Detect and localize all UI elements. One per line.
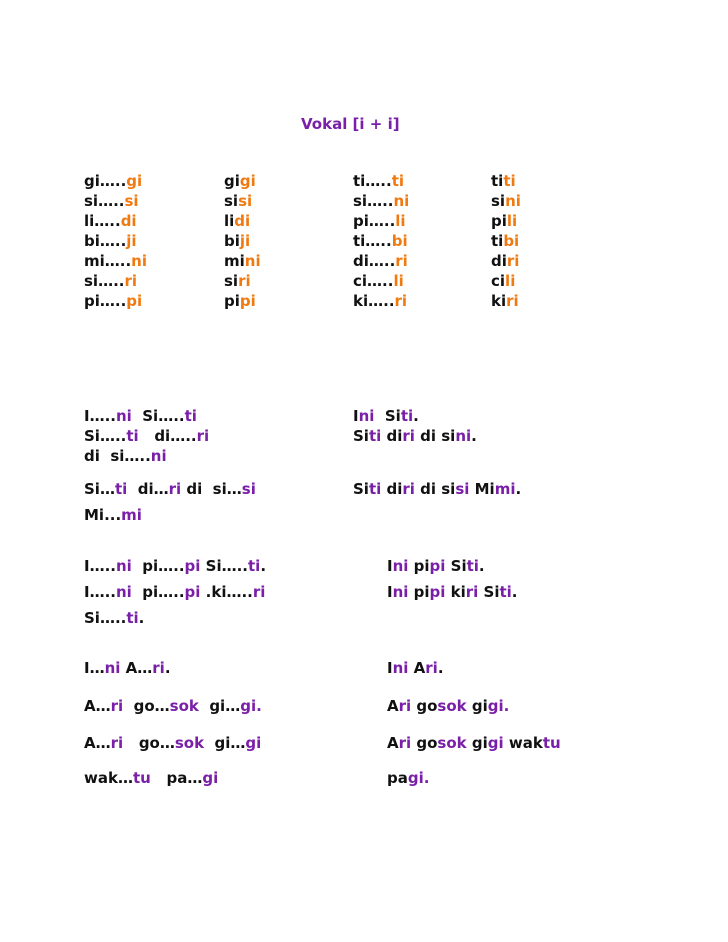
segment: si [224,272,239,290]
segment: ri [238,272,251,290]
segment: pi [184,557,201,575]
line-j1 [387,658,444,678]
segment: mi….. [84,252,132,270]
segment: ni [358,407,375,425]
segment: gi. [240,697,262,715]
line-e3 [84,446,167,466]
segment: si [241,480,256,498]
line-d2 [491,191,521,211]
line-a6 [84,271,137,291]
line-c6 [353,271,404,291]
line-e4 [84,479,256,499]
line-j4 [387,768,429,788]
segment: bi [224,232,240,250]
segment: pi….. [84,292,127,310]
segment: pi….. [353,212,396,230]
segment: ri [394,292,408,310]
segment: I….. [84,407,116,425]
line-b1 [224,171,256,191]
segment: si [124,192,139,210]
segment: ti [499,583,512,601]
segment: ki [445,583,466,601]
line-g3 [84,608,144,628]
line-a2 [84,191,139,211]
segment: I [387,583,393,601]
segment: ri [465,583,479,601]
segment: Si….. [131,407,185,425]
segment: sok [437,734,467,752]
line-b5 [224,251,261,271]
segment: . [260,557,267,575]
segment: di [120,212,137,230]
segment: gi [126,172,143,190]
segment: ki [491,292,507,310]
segment: ni [115,583,132,601]
segment: . [511,583,518,601]
segment: Si [353,480,369,498]
segment: ri [402,480,415,498]
segment: Si [478,583,500,601]
line-f1 [353,406,419,426]
segment: ki….. [353,292,395,310]
segment: ti [114,480,128,498]
segment: ri [506,252,520,270]
line-j2 [387,696,509,716]
segment: ni [393,192,410,210]
segment: si [238,192,253,210]
segment: li [395,212,406,230]
segment: ni [131,252,147,270]
segment: A [387,697,399,715]
segment: A… [84,697,111,715]
segment: wak… [84,769,133,787]
segment: ti [368,480,382,498]
line-c5 [353,251,408,271]
segment: go [411,697,438,715]
segment: Si….. [84,609,127,627]
segment: li….. [84,212,121,230]
line-a5 [84,251,147,271]
segment: si….. [353,192,394,210]
segment: I….. [84,583,116,601]
segment: tu [542,734,561,752]
segment: ri [168,480,182,498]
segment: pi [429,557,446,575]
line-b2 [224,191,252,211]
segment: pa [387,769,408,787]
segment: gi. [487,697,510,715]
segment: gi [466,697,488,715]
segment: li [393,272,404,290]
segment: ni [104,659,121,677]
segment: gi… [198,697,241,715]
segment: I [387,557,393,575]
segment: di [381,427,403,445]
segment: A [408,659,426,677]
segment: gi… [204,734,246,752]
segment: pi [126,292,143,310]
segment: ti [491,172,504,190]
segment: gi [239,172,256,190]
segment: I [353,407,359,425]
segment: wak [503,734,543,752]
segment: ti [184,407,197,425]
segment: Mi [469,480,495,498]
segment: ri [252,583,266,601]
segment: ci….. [353,272,394,290]
line-a1 [84,171,142,191]
segment: sok [437,697,467,715]
segment: . [478,557,485,575]
segment: ti [466,557,479,575]
segment: mi [494,480,516,498]
segment: ni [505,192,521,210]
segment: ri [402,427,415,445]
segment: ti [491,232,504,250]
segment: li [224,212,235,230]
segment: ji [239,232,251,250]
segment: A… [120,659,153,677]
segment: gi [466,734,488,752]
segment: di [491,252,507,270]
line-c2 [353,191,409,211]
segment: . [437,659,444,677]
segment: ji [126,232,137,250]
segment: ni [392,557,409,575]
line-d1 [491,171,516,191]
segment: ri [152,659,165,677]
segment: Si….. [200,557,249,575]
line-f3 [353,479,521,499]
segment: mi [224,252,245,270]
line-e5 [84,505,142,525]
segment: Si [353,427,369,445]
segment: pi [239,292,256,310]
segment: di….. [353,252,396,270]
line-i2 [84,696,262,716]
line-j3 [387,733,561,753]
segment: mi [121,506,142,524]
segment: ri [124,272,138,290]
line-i3 [84,733,261,753]
segment: pi [224,292,240,310]
segment: gi [224,172,240,190]
line-a3 [84,211,137,231]
segment: Si….. [84,427,127,445]
segment: ti….. [353,172,392,190]
line-f2 [353,426,477,446]
segment: di si….. [84,447,151,465]
segment: ri [398,697,412,715]
segment: ri [110,734,124,752]
segment: di….. [138,427,197,445]
segment: li [505,272,516,290]
segment: pi….. [131,557,185,575]
line-d5 [491,251,519,271]
segment: bi….. [84,232,127,250]
segment: . [471,427,477,445]
line-a7 [84,291,142,311]
segment: si [455,480,470,498]
segment: Si… [84,480,115,498]
line-b4 [224,231,250,251]
segment: gi [487,734,504,752]
segment: tu [132,769,151,787]
line-g2 [84,582,265,602]
segment: ti [368,427,382,445]
segment: si….. [84,192,125,210]
line-e1 [84,406,197,426]
segment: ri [425,659,438,677]
page-title: Vokal [i + i] [301,115,400,133]
segment: ti [400,407,414,425]
segment: ri [196,427,210,445]
segment: A [387,734,399,752]
line-h1 [387,556,485,576]
line-g1 [84,556,266,576]
segment: sok [174,734,205,752]
line-b7 [224,291,256,311]
line-d6 [491,271,515,291]
segment: di si… [181,480,242,498]
segment: di [381,480,403,498]
segment: . [413,407,419,425]
segment: ti [391,172,405,190]
segment: ni [115,407,132,425]
segment: pi [491,212,507,230]
segment: ti [248,557,261,575]
segment: gi [245,734,262,752]
segment: A… [84,734,111,752]
line-h2 [387,582,518,602]
line-c7 [353,291,407,311]
segment: ti [503,172,516,190]
segment: go [411,734,438,752]
segment: ri [395,252,408,270]
segment: di si [414,427,456,445]
segment: ni [392,583,409,601]
line-i1 [84,658,171,678]
segment: ni [244,252,261,270]
segment: ti [126,609,139,627]
segment: Si [445,557,467,575]
segment: ri [398,734,412,752]
segment: pi [408,557,430,575]
segment: ri [506,292,519,310]
segment: bi [391,232,408,250]
segment: gi [202,769,219,787]
segment: ni [150,447,167,465]
segment: sok [169,697,199,715]
segment: . [515,480,522,498]
line-e2 [84,426,209,446]
segment: pi….. [131,583,185,601]
segment: Si [374,407,401,425]
segment: ni [115,557,132,575]
segment: si….. [84,272,125,290]
segment: . [138,609,145,627]
segment: Mi... [84,506,122,524]
segment: ni [455,427,472,445]
segment: li [506,212,518,230]
segment: I….. [84,557,116,575]
line-d3 [491,211,517,231]
segment: bi [503,232,520,250]
segment: ti [126,427,139,445]
segment: di [234,212,251,230]
segment: pa… [150,769,203,787]
line-a4 [84,231,137,251]
segment: pi [429,583,446,601]
segment: . [164,659,171,677]
line-c3 [353,211,406,231]
line-d4 [491,231,519,251]
segment: pi [408,583,430,601]
segment: go… [123,734,175,752]
segment: pi [184,583,201,601]
line-b3 [224,211,250,231]
line-i4 [84,768,218,788]
segment: go… [123,697,170,715]
line-b6 [224,271,251,291]
line-c1 [353,171,404,191]
segment: gi. [407,769,430,787]
line-c4 [353,231,408,251]
segment: .ki….. [200,583,253,601]
segment: ci [491,272,506,290]
segment: ri [110,697,124,715]
segment: di si [414,480,456,498]
segment: gi….. [84,172,127,190]
segment: ti….. [353,232,392,250]
segment: I [387,659,393,677]
segment: ni [392,659,409,677]
segment: di… [127,480,169,498]
segment: I… [84,659,105,677]
segment: si [491,192,506,210]
line-d7 [491,291,519,311]
segment: si [224,192,239,210]
